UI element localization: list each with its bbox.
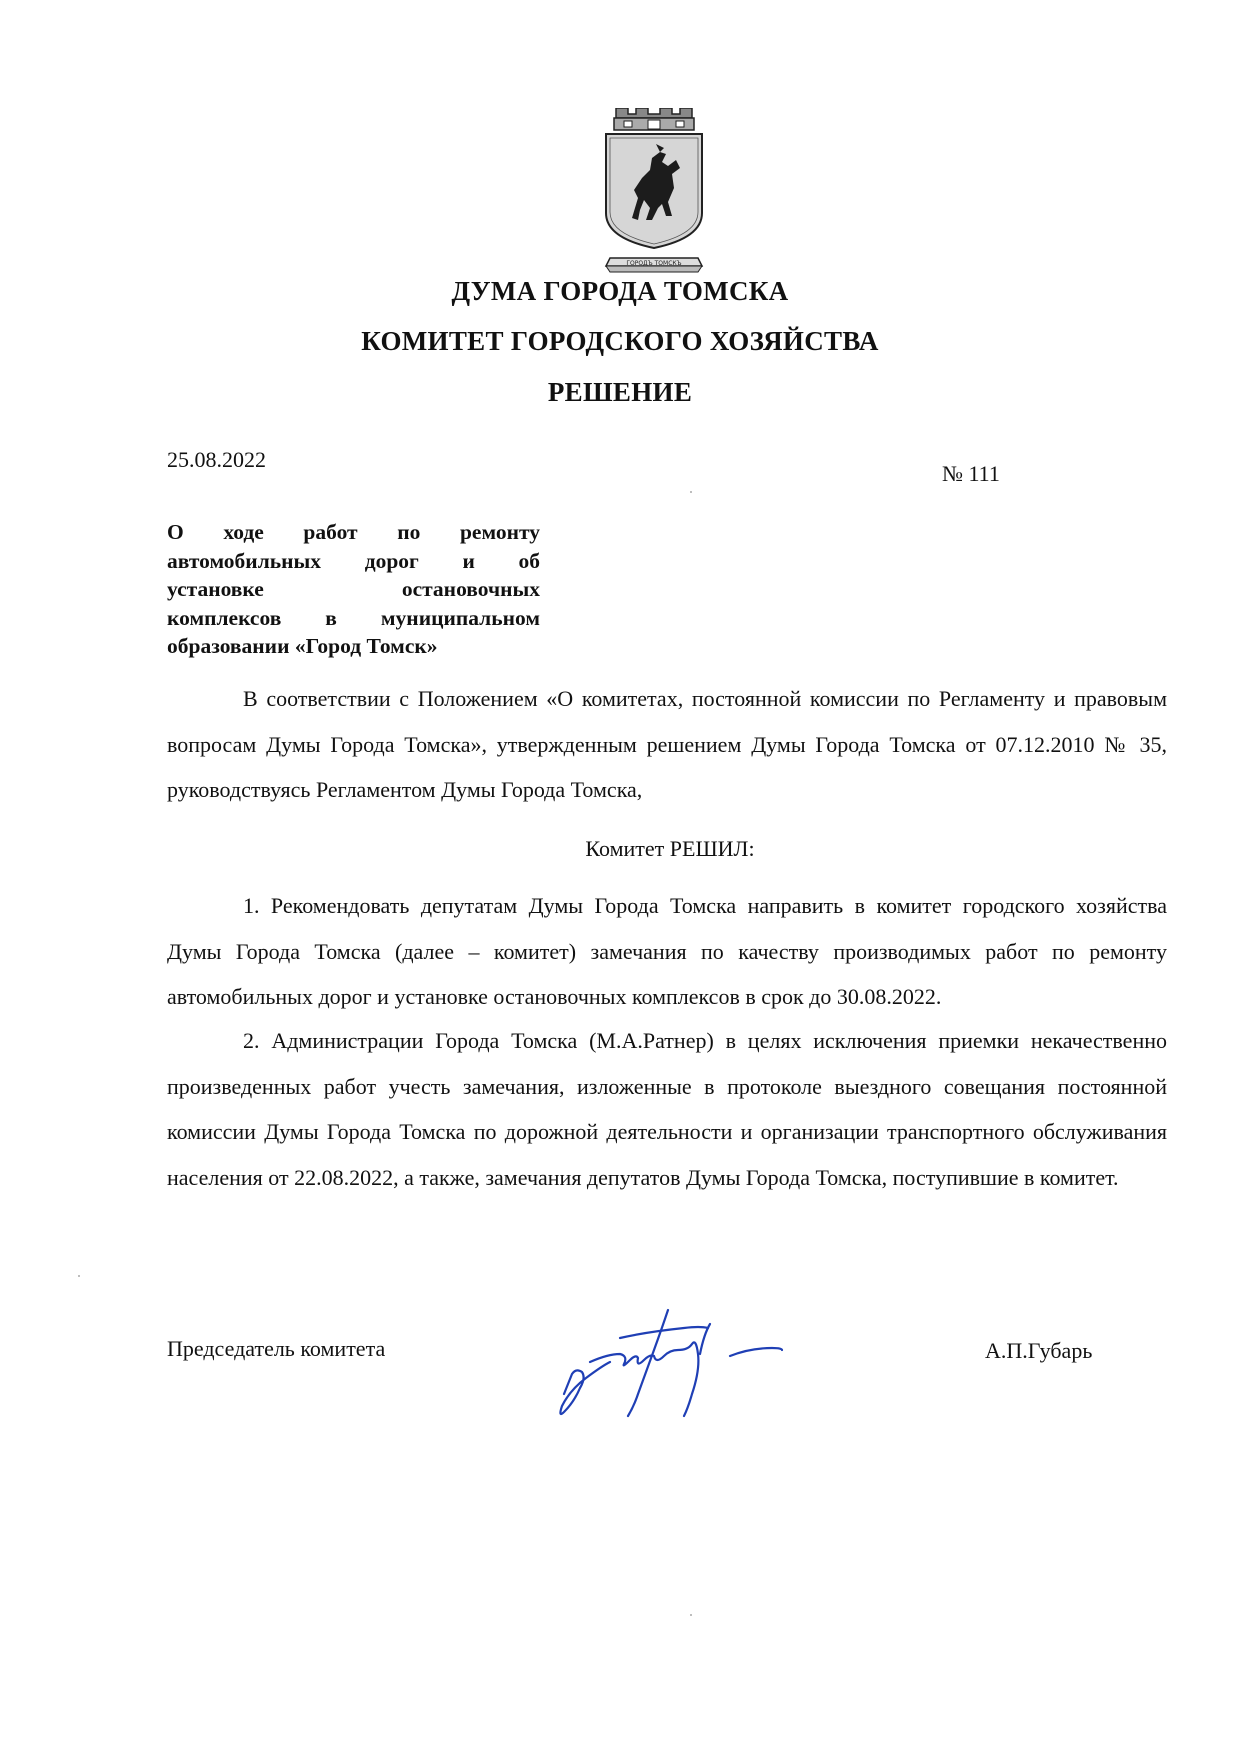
subject-line: О ходе работ по ремонту (167, 520, 540, 544)
preamble-paragraph: В соответствии с Положением «О комитетах, постоянной комиссии по Регламенту и правовым вопросам Думы Города Томска», утвержденным решением Думы Города Томска от 07.12.2010 № 35, руководствуясь Регламентом Думы Города Томска, (167, 686, 1167, 802)
document-type-title: РЕШЕНИЕ (547, 377, 693, 407)
scan-speck (690, 491, 692, 493)
document-subject (167, 518, 540, 661)
handwritten-signature-icon (550, 1298, 815, 1428)
svg-text:ГОРОДЪ ТОМСКЪ: ГОРОДЪ ТОМСКЪ (626, 260, 682, 267)
scan-speck (78, 1275, 80, 1277)
subject-line: установке остановочных (167, 577, 540, 601)
subject-line: комплексов в муниципальном (167, 605, 540, 630)
scan-speck (690, 1614, 692, 1616)
signatory-position: Председатель комитета (167, 1336, 386, 1361)
document-number: № 111 (942, 461, 1000, 486)
resolution-item: 1. Рекомендовать депутатам Думы Города Томска направить в комитет городского хозяйства Думы Города Томска (далее – комитет) замечания по качеству производимых работ по ремонту автомобильных дорог и установке остановочных комплексов в срок до 30.08.2022. (167, 893, 1167, 1009)
org-title: ДУМА ГОРОДА ТОМСКА (451, 276, 789, 306)
document-date: 25.08.2022 (167, 447, 266, 472)
coat-of-arms-icon (602, 108, 706, 280)
subject-line: образовании «Город Томск» (167, 634, 438, 658)
committee-title: КОМИТЕТ ГОРОДСКОГО ХОЗЯЙСТВА (361, 326, 879, 356)
subject-line: автомобильных дорог и об (167, 548, 540, 573)
resolution-item: 2. Администрации Города Томска (М.А.Ратнер) в целях исключения приемки некачественно произведенных работ учесть замечания, изложенные в протоколе выездного совещания постоянной комиссии Думы Города Томска по дорожной деятельности и организации транспортного обслуживания населения от 22.08.2022, а также, замечания депутатов Думы Города Томска, поступившие в комитет. (167, 1028, 1167, 1190)
signatory-name: А.П.Губарь (985, 1338, 1093, 1363)
resolved-heading: Комитет РЕШИЛ: (585, 836, 755, 861)
